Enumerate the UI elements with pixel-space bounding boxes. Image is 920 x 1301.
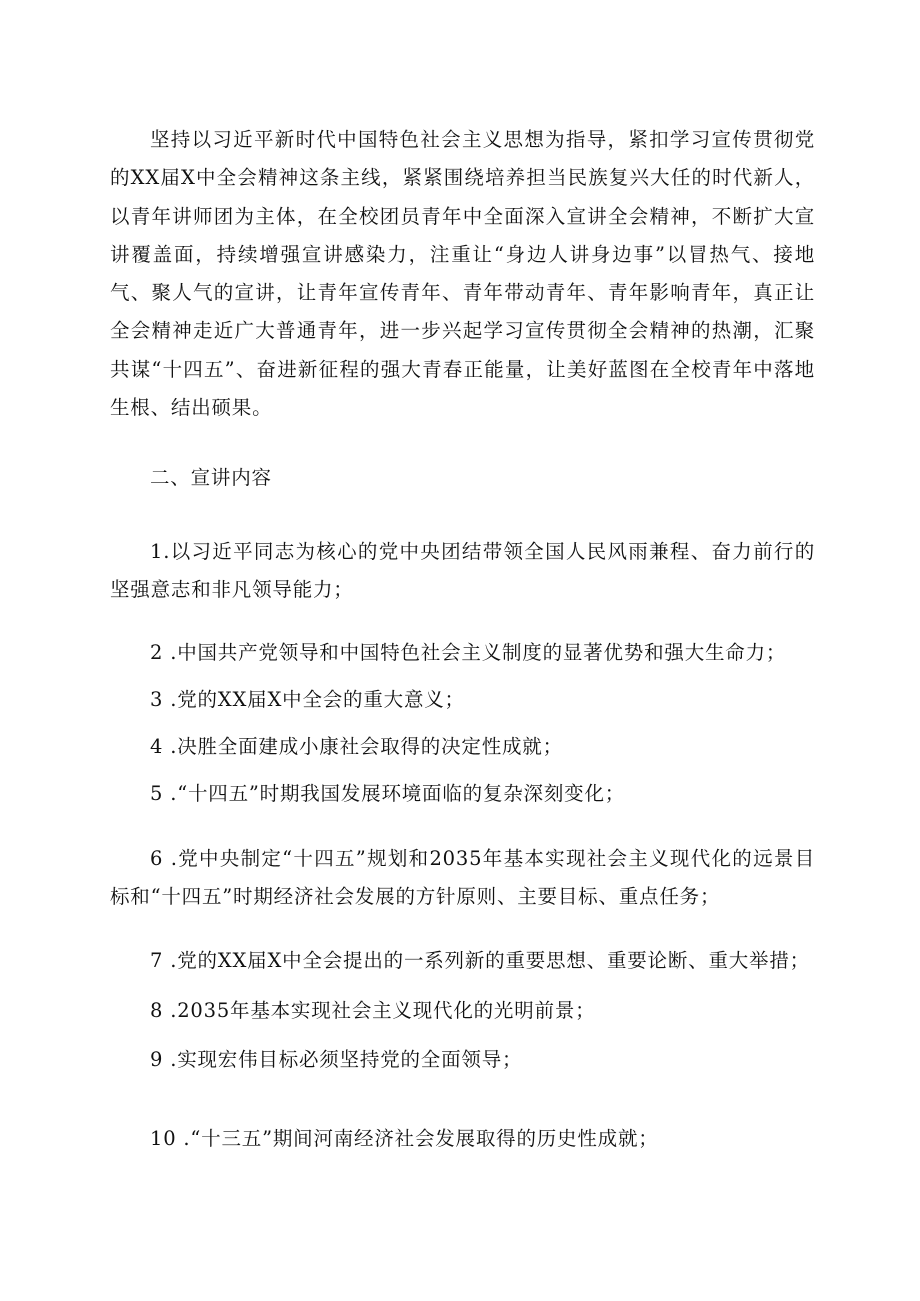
list-item: 9 .实现宏伟目标必须坚持党的全面领导； — [150, 1048, 523, 1071]
list-item: 8 .2035年基本实现社会主义现代化的光明前景； — [150, 999, 596, 1022]
list-item: 6 .党中央制定“十四五”规划和2035年基本实现社会主义现代化的远景目标和“十四五”时期经济社会发展的方针原则、主要目标、重点任务； — [110, 847, 815, 909]
section-heading: 二、宣讲内容 — [150, 466, 272, 489]
list-item: 10 .“十三五”期间河南经济社会发展取得的历史性成就； — [150, 1127, 659, 1150]
list-item: 4 .决胜全面建成小康社会取得的决定性成就； — [150, 735, 563, 758]
list-item: 3 .党的XX届X中全会的重大意义； — [150, 688, 465, 711]
intro-paragraph: 坚持以习近平新时代中国特色社会主义思想为指导，紧扣学习宣传贯彻党的XX届X中全会精神这条主线，紧紧围绕培养担当民族复兴大任的时代新人，以青年讲师团为主体，在全校团员青年中全面深入宣讲全会精神，不断扩大宣讲覆盖面，持续增强宣讲感染力，注重让“身边人讲身边事”以冒热气、接地气、聚人气的宣讲，让青年宣传青年、青年带动青年、青年影响青年，真正让全会精神走近广大普通青年，进一步兴起学习宣传贯彻全会精神的热潮，汇聚共谋“十四五”、奋进新征程的强大青春正能量，让美好蓝图在全校青年中落地生根、结出硕果。 — [110, 128, 815, 420]
list-item: 5 .“十四五”时期我国发展环境面临的复杂深刻变化； — [150, 782, 626, 805]
list-item: 7 .党的XX届X中全会提出的一系列新的重要思想、重要论断、重大举措； — [150, 949, 810, 972]
list-item: 1.以习近平同志为核心的党中央团结带领全国人民风雨兼程、奋力前行的坚强意志和非凡领导能力； — [110, 540, 815, 602]
list-item: 2 .中国共产党领导和中国特色社会主义制度的显著优势和强大生命力； — [150, 641, 787, 664]
